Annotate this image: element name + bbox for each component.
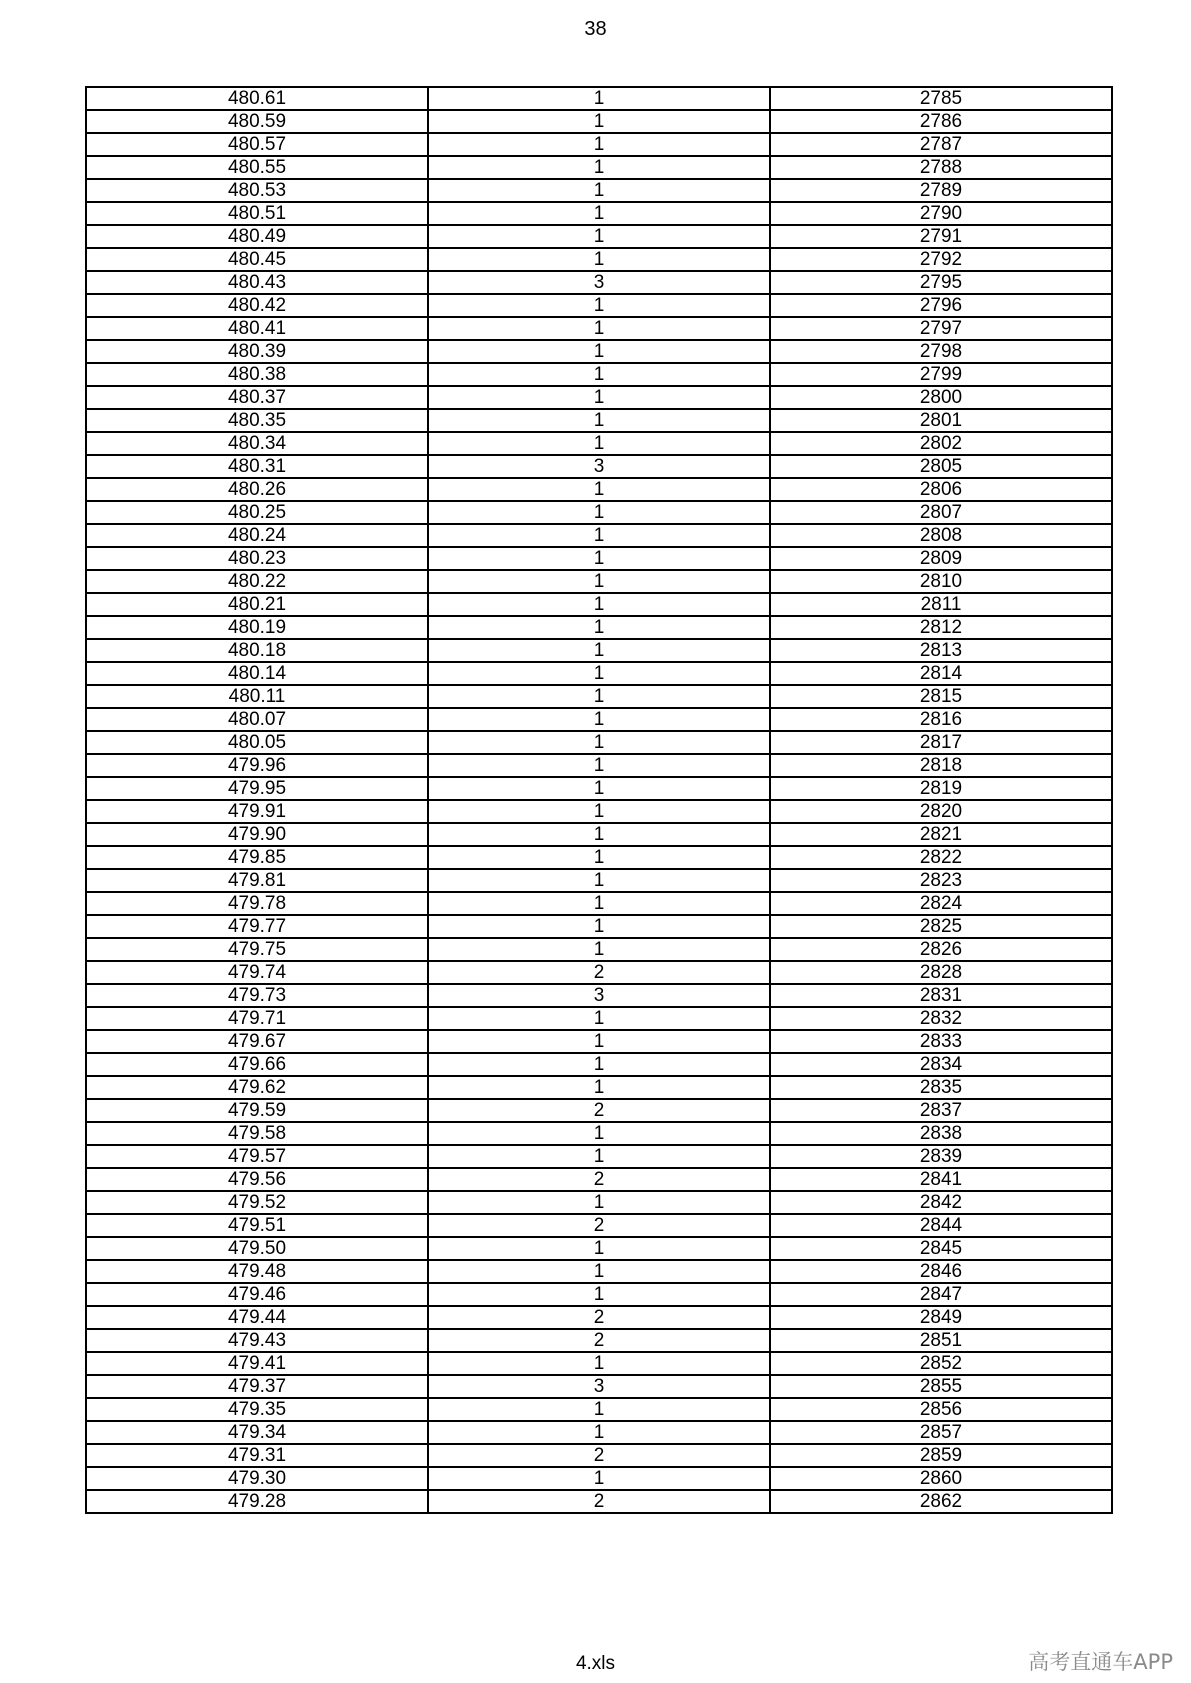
score-cell: 479.35 [86,1398,428,1421]
cumulative-cell: 2833 [770,1030,1112,1053]
score-cell: 479.44 [86,1306,428,1329]
score-cell: 480.61 [86,87,428,110]
table-row [86,1444,1112,1467]
table-row [86,1214,1112,1237]
table-row [86,846,1112,869]
score-cell: 480.51 [86,202,428,225]
cumulative-cell: 2785 [770,87,1112,110]
score-cell: 479.96 [86,754,428,777]
cumulative-cell: 2837 [770,1099,1112,1122]
table-row [86,1237,1112,1260]
table-row [86,1490,1112,1513]
table-row [86,202,1112,225]
table-row [86,1145,1112,1168]
score-cell: 480.25 [86,501,428,524]
count-cell: 1 [428,570,770,593]
cumulative-cell: 2799 [770,363,1112,386]
table-row [86,938,1112,961]
count-cell: 1 [428,1030,770,1053]
count-cell: 1 [428,1122,770,1145]
score-cell: 480.24 [86,524,428,547]
cumulative-cell: 2809 [770,547,1112,570]
count-cell: 1 [428,1237,770,1260]
cumulative-cell: 2823 [770,869,1112,892]
score-cell: 480.18 [86,639,428,662]
cumulative-cell: 2789 [770,179,1112,202]
cumulative-cell: 2862 [770,1490,1112,1513]
table-row [86,662,1112,685]
score-cell: 479.28 [86,1490,428,1513]
score-table [85,86,1113,1514]
score-cell: 479.30 [86,1467,428,1490]
count-cell: 1 [428,133,770,156]
table-row [86,386,1112,409]
score-cell: 479.74 [86,961,428,984]
score-cell: 480.22 [86,570,428,593]
count-cell: 1 [428,1053,770,1076]
count-cell: 1 [428,754,770,777]
cumulative-cell: 2838 [770,1122,1112,1145]
cumulative-cell: 2825 [770,915,1112,938]
score-cell: 479.51 [86,1214,428,1237]
score-cell: 480.19 [86,616,428,639]
cumulative-cell: 2798 [770,340,1112,363]
cumulative-cell: 2849 [770,1306,1112,1329]
table-row [86,501,1112,524]
table-row [86,1375,1112,1398]
table-row [86,777,1112,800]
score-table-body [86,87,1112,1513]
score-cell: 480.38 [86,363,428,386]
score-cell: 479.62 [86,1076,428,1099]
cumulative-cell: 2826 [770,938,1112,961]
score-cell: 479.90 [86,823,428,846]
table-row [86,731,1112,754]
cumulative-cell: 2812 [770,616,1112,639]
count-cell: 1 [428,340,770,363]
score-cell: 480.55 [86,156,428,179]
count-cell: 1 [428,708,770,731]
cumulative-cell: 2852 [770,1352,1112,1375]
table-row [86,225,1112,248]
cumulative-cell: 2851 [770,1329,1112,1352]
score-cell: 480.31 [86,455,428,478]
count-cell: 2 [428,1490,770,1513]
score-cell: 480.53 [86,179,428,202]
score-cell: 480.42 [86,294,428,317]
count-cell: 1 [428,1467,770,1490]
cumulative-cell: 2860 [770,1467,1112,1490]
cumulative-cell: 2815 [770,685,1112,708]
count-cell: 1 [428,662,770,685]
score-cell: 480.26 [86,478,428,501]
score-cell: 479.78 [86,892,428,915]
count-cell: 1 [428,1076,770,1099]
cumulative-cell: 2807 [770,501,1112,524]
count-cell: 1 [428,1145,770,1168]
cumulative-cell: 2805 [770,455,1112,478]
table-row [86,271,1112,294]
table-row [86,1076,1112,1099]
score-cell: 479.77 [86,915,428,938]
table-row [86,294,1112,317]
count-cell: 1 [428,1007,770,1030]
score-cell: 479.31 [86,1444,428,1467]
count-cell: 1 [428,363,770,386]
cumulative-cell: 2788 [770,156,1112,179]
count-cell: 1 [428,179,770,202]
count-cell: 1 [428,478,770,501]
count-cell: 1 [428,1283,770,1306]
table-row [86,1260,1112,1283]
cumulative-cell: 2806 [770,478,1112,501]
count-cell: 1 [428,547,770,570]
score-cell: 480.41 [86,317,428,340]
cumulative-cell: 2820 [770,800,1112,823]
count-cell: 1 [428,639,770,662]
cumulative-cell: 2847 [770,1283,1112,1306]
table-row [86,87,1112,110]
cumulative-cell: 2786 [770,110,1112,133]
table-row [86,800,1112,823]
cumulative-cell: 2801 [770,409,1112,432]
cumulative-cell: 2859 [770,1444,1112,1467]
count-cell: 1 [428,1260,770,1283]
table-row [86,754,1112,777]
cumulative-cell: 2832 [770,1007,1112,1030]
count-cell: 1 [428,869,770,892]
count-cell: 1 [428,110,770,133]
count-cell: 1 [428,1398,770,1421]
cumulative-cell: 2814 [770,662,1112,685]
table-row [86,363,1112,386]
score-cell: 480.05 [86,731,428,754]
count-cell: 2 [428,961,770,984]
table-row [86,1283,1112,1306]
table-row [86,1191,1112,1214]
score-cell: 479.71 [86,1007,428,1030]
cumulative-cell: 2821 [770,823,1112,846]
page-number: 38 [584,18,607,40]
score-cell: 479.59 [86,1099,428,1122]
table-row [86,593,1112,616]
table-row [86,340,1112,363]
count-cell: 1 [428,915,770,938]
table-row [86,110,1112,133]
count-cell: 1 [428,593,770,616]
cumulative-cell: 2816 [770,708,1112,731]
cumulative-cell: 2817 [770,731,1112,754]
cumulative-cell: 2822 [770,846,1112,869]
score-cell: 479.41 [86,1352,428,1375]
score-cell: 479.73 [86,984,428,1007]
table-row [86,524,1112,547]
count-cell: 1 [428,156,770,179]
score-cell: 480.39 [86,340,428,363]
cumulative-cell: 2795 [770,271,1112,294]
score-cell: 479.56 [86,1168,428,1191]
count-cell: 1 [428,432,770,455]
table-row [86,708,1112,731]
count-cell: 1 [428,409,770,432]
cumulative-cell: 2810 [770,570,1112,593]
cumulative-cell: 2856 [770,1398,1112,1421]
cumulative-cell: 2797 [770,317,1112,340]
cumulative-cell: 2839 [770,1145,1112,1168]
cumulative-cell: 2834 [770,1053,1112,1076]
table-row [86,432,1112,455]
table-row [86,317,1112,340]
count-cell: 1 [428,846,770,869]
table-row [86,1352,1112,1375]
score-cell: 480.14 [86,662,428,685]
count-cell: 1 [428,524,770,547]
cumulative-cell: 2828 [770,961,1112,984]
count-cell: 1 [428,87,770,110]
count-cell: 1 [428,225,770,248]
count-cell: 1 [428,202,770,225]
score-cell: 480.23 [86,547,428,570]
count-cell: 1 [428,1421,770,1444]
table-row [86,1099,1112,1122]
cumulative-cell: 2819 [770,777,1112,800]
score-cell: 479.52 [86,1191,428,1214]
table-row [86,1467,1112,1490]
cumulative-cell: 2813 [770,639,1112,662]
cumulative-cell: 2811 [770,593,1112,616]
score-cell: 479.81 [86,869,428,892]
table-row [86,547,1112,570]
cumulative-cell: 2792 [770,248,1112,271]
score-cell: 480.45 [86,248,428,271]
count-cell: 2 [428,1168,770,1191]
count-cell: 3 [428,455,770,478]
count-cell: 2 [428,1329,770,1352]
score-cell: 479.67 [86,1030,428,1053]
count-cell: 2 [428,1444,770,1467]
count-cell: 1 [428,823,770,846]
table-row [86,455,1112,478]
cumulative-cell: 2796 [770,294,1112,317]
table-row [86,1030,1112,1053]
score-cell: 480.11 [86,685,428,708]
count-cell: 1 [428,616,770,639]
cumulative-cell: 2787 [770,133,1112,156]
score-cell: 479.75 [86,938,428,961]
score-cell: 479.85 [86,846,428,869]
table-row [86,1306,1112,1329]
cumulative-cell: 2831 [770,984,1112,1007]
table-row [86,1053,1112,1076]
table-row [86,984,1112,1007]
cumulative-cell: 2791 [770,225,1112,248]
count-cell: 3 [428,984,770,1007]
count-cell: 1 [428,731,770,754]
table-row [86,616,1112,639]
table-row [86,1168,1112,1191]
count-cell: 1 [428,777,770,800]
table-row [86,1007,1112,1030]
table-row [86,1122,1112,1145]
count-cell: 1 [428,892,770,915]
score-cell: 479.37 [86,1375,428,1398]
score-cell: 480.57 [86,133,428,156]
count-cell: 1 [428,294,770,317]
table-row [86,823,1112,846]
count-cell: 1 [428,386,770,409]
table-row [86,409,1112,432]
cumulative-cell: 2824 [770,892,1112,915]
score-table-container [85,86,1113,1514]
cumulative-cell: 2802 [770,432,1112,455]
table-row [86,248,1112,271]
score-cell: 479.66 [86,1053,428,1076]
score-cell: 479.58 [86,1122,428,1145]
count-cell: 1 [428,685,770,708]
cumulative-cell: 2841 [770,1168,1112,1191]
score-cell: 479.95 [86,777,428,800]
count-cell: 3 [428,1375,770,1398]
cumulative-cell: 2818 [770,754,1112,777]
cumulative-cell: 2857 [770,1421,1112,1444]
cumulative-cell: 2845 [770,1237,1112,1260]
table-row [86,1421,1112,1444]
table-row [86,685,1112,708]
score-cell: 480.37 [86,386,428,409]
cumulative-cell: 2855 [770,1375,1112,1398]
count-cell: 1 [428,800,770,823]
table-row [86,478,1112,501]
count-cell: 2 [428,1099,770,1122]
score-cell: 479.91 [86,800,428,823]
count-cell: 3 [428,271,770,294]
table-row [86,570,1112,593]
score-cell: 479.34 [86,1421,428,1444]
table-row [86,179,1112,202]
cumulative-cell: 2835 [770,1076,1112,1099]
score-cell: 479.46 [86,1283,428,1306]
table-row [86,639,1112,662]
score-cell: 480.49 [86,225,428,248]
table-row [86,1398,1112,1421]
table-row [86,1329,1112,1352]
score-cell: 480.59 [86,110,428,133]
score-cell: 480.21 [86,593,428,616]
score-cell: 479.50 [86,1237,428,1260]
watermark: 高考直通车APP [1028,1650,1173,1674]
table-row [86,869,1112,892]
score-cell: 480.07 [86,708,428,731]
table-row [86,892,1112,915]
score-cell: 479.57 [86,1145,428,1168]
cumulative-cell: 2808 [770,524,1112,547]
table-row [86,961,1112,984]
score-cell: 479.48 [86,1260,428,1283]
count-cell: 1 [428,317,770,340]
score-cell: 480.43 [86,271,428,294]
count-cell: 2 [428,1306,770,1329]
cumulative-cell: 2846 [770,1260,1112,1283]
cumulative-cell: 2842 [770,1191,1112,1214]
cumulative-cell: 2844 [770,1214,1112,1237]
cumulative-cell: 2790 [770,202,1112,225]
count-cell: 1 [428,1191,770,1214]
count-cell: 1 [428,938,770,961]
score-cell: 480.35 [86,409,428,432]
score-cell: 479.43 [86,1329,428,1352]
cumulative-cell: 2800 [770,386,1112,409]
table-row [86,156,1112,179]
footer-filename: 4.xls [575,1653,616,1674]
count-cell: 1 [428,1352,770,1375]
count-cell: 2 [428,1214,770,1237]
count-cell: 1 [428,248,770,271]
table-row [86,133,1112,156]
score-cell: 480.34 [86,432,428,455]
count-cell: 1 [428,501,770,524]
table-row [86,915,1112,938]
